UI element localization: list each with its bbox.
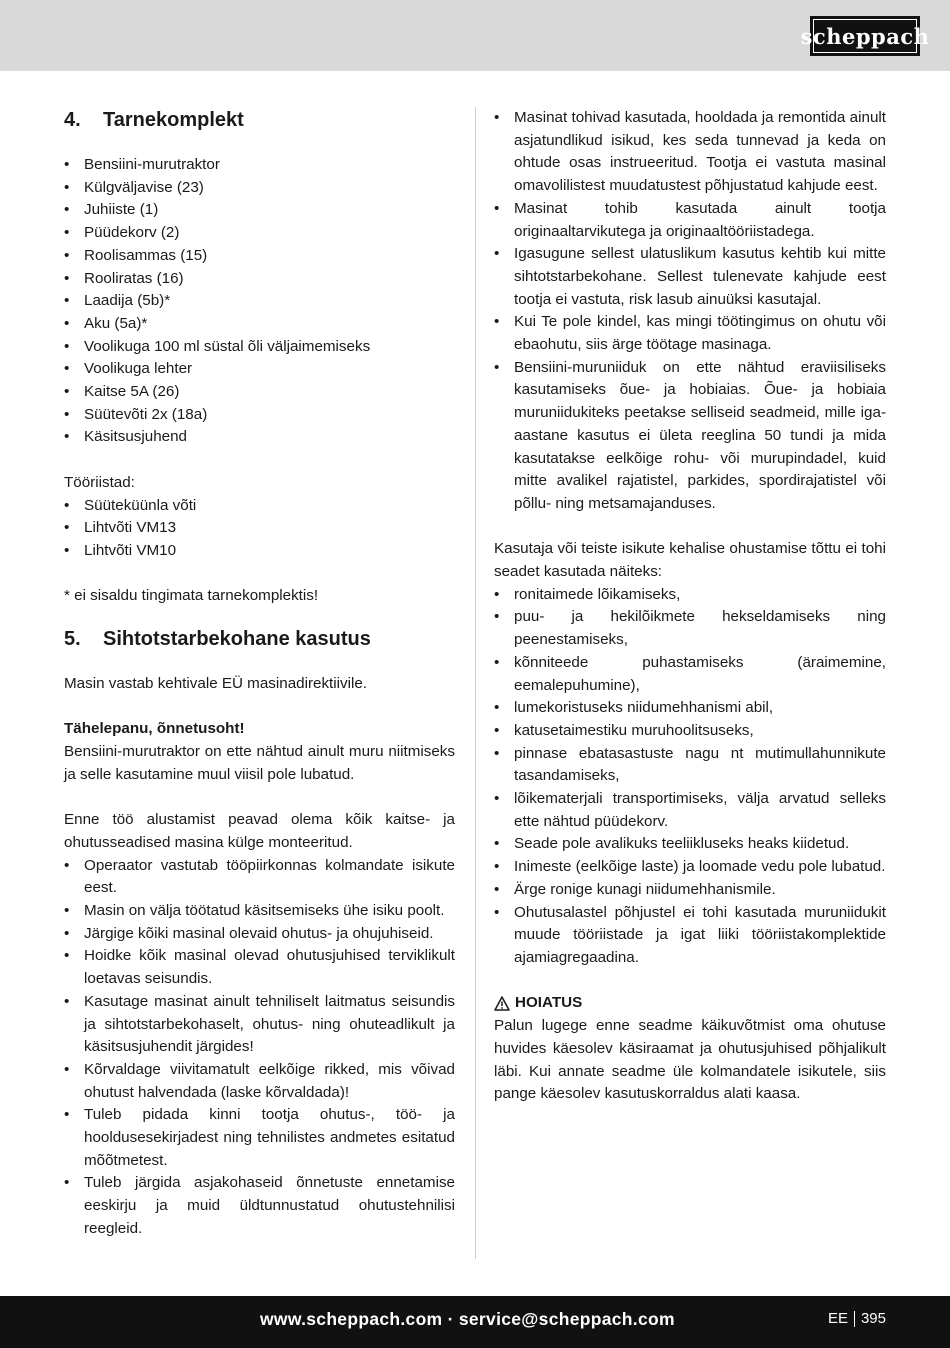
rule-item: • Operaator vastutab tööpiirkonnas kolmandate isikute eest. [64,855,455,900]
column-divider [475,107,476,1259]
rule-item: • Tuleb pidada kinni tootja ohutus-, töö- ja hooldusesekirjadest ning tehnilistes andmetes esitatud mõõtmetest. [64,1104,455,1172]
left-rules-list [64,855,455,1241]
rule-item: • Igasugune sellest ulatuslikum kasutus kehtib kui mitte sihtotstarbekohane. Sellest tulenevate kahjude eest tootja ei vastuta, risk lasub ainuüksi kasutajal. [494,243,886,311]
delivery-item: • Juhiiste (1) [64,199,455,222]
delivery-item: • Laadija (5b)* [64,290,455,313]
brand-logo [800,16,930,56]
delivery-item: • Roolisammas (15) [64,245,455,268]
prohibited-use-item: • Ärge ronige kunagi niidumehhanismile. [494,879,886,902]
footer-contact: www.scheppach.com · service@scheppach.com [260,1309,675,1329]
rule-item: • Kui Te pole kindel, kas mingi töötingimus on ohutu või ebaohutu, siis ärge töötage masinaga. [494,311,886,356]
rule-item: • Tuleb järgida asjakohaseid õnnetuste ennetamise eeskirju ja muid üldtunnustatud ohutustehnilisi reegleid. [64,1172,455,1240]
before-work-text: Enne töö alustamist peavad olema kõik kaitse- ja ohutusseadised masina külge monteeritud. [64,811,455,851]
rule-item: • Järgige kõiki masinal olevaid ohutus- ja ohujuhiseid. [64,923,455,946]
delivery-list [64,154,455,449]
rule-item: • Kasutage masinat ainult tehniliselt laitmatus seisundis ja sihtotstarbekohaselt, ohutus- ning ohuteadlikult ja käsitsusjuhendit järgides! [64,991,455,1059]
delivery-item: • Külgväljavise (23) [64,177,455,200]
section-5-heading [64,626,455,652]
danger-list [494,584,886,970]
rule-item: • Kõrvaldage viivitamatult eelkõige rikked, mis võivad ohutust halvendada (laske kõrvaldada)! [64,1059,455,1104]
section-4-heading [64,107,455,133]
language-code: EE [827,1310,848,1327]
tool-item: • Lihtvõti VM13 [64,517,455,540]
page-number: 395 [860,1310,886,1327]
delivery-item: • Süütevõti 2x (18a) [64,404,455,427]
tool-item: • Lihtvõti VM10 [64,540,455,563]
logo-text: scheppach [800,23,930,49]
prohibited-use-item: • lõikematerjali transportimiseks, välja arvatud selleks ette nähtud püüdekorv. [494,788,886,833]
rule-item: • Bensiini-muruniiduk on ette nähtud eraviisiliseks kasutamiseks õue- ja hobiaias. Õue- ja hobiaia muruniidukiteks peetakse selliseid seadmeid, mille iga-aastane kasutus ei ületa reeglina 50 tundi ja mida kasutatakse eelkõige rohu- või murupindadel, kuid mitte avalikel rajatistel, parkides, spordirajatistel või põllu- ning metsamajanduses. [494,357,886,516]
prohibited-use-item: • Seade pole avalikuks teeliikluseks heaks kiidetud. [494,833,886,856]
attention-title: Tähelepanu, õnnetusoht! [64,720,245,738]
tools-list [64,495,455,563]
rule-item: • Hoidke kõik masinal olevad ohutusjuhised terviklikult loetavas seisundis. [64,945,455,990]
tool-item: • Süüteküünla võti [64,495,455,518]
rule-item: • Masinat tohivad kasutada, hooldada ja remontida ainult asjatundlikud isikud, kes seda tunnevad ja keda on ohtude osas instrueeritud. Tootja ei vastuta masinal omavolilistest muudatustest põhjustatud kahjude eest. [494,107,886,198]
prohibited-use-item: • kõnniteede puhastamiseks (äraimemine, eemalepuhumine), [494,652,886,697]
page-separator [854,1311,855,1327]
delivery-item: • Püüdekorv (2) [64,222,455,245]
section-4-number: 4. [64,109,81,131]
delivery-item: • Voolikuga 100 ml süstal õli väljaimemiseks [64,336,455,359]
left-column [64,107,455,1241]
delivery-item: • Kaitse 5A (26) [64,381,455,404]
section-4-title: Tarnekomplekt [103,109,244,131]
danger-intro: Kasutaja või teiste isikute kehalise ohustamise tõttu ei tohi seadet kasutada näiteks: [494,540,886,581]
tools-label: Tööriistad: [64,473,135,491]
prohibited-use-item: • katusetaimestiku muruhoolitsuseks, [494,720,886,743]
warning-triangle-icon [494,996,510,1011]
rule-item: • Masin on välja töötatud käsitsemiseks ühe isiku poolt. [64,900,455,923]
delivery-item: • Käsitsusjuhend [64,426,455,449]
right-column [494,107,886,1106]
warning-heading [494,992,886,1015]
right-rules-list [494,107,886,516]
delivery-item: • Aku (5a)* [64,313,455,336]
prohibited-use-item: • ronitaimede lõikamiseks, [494,584,886,607]
section-5-number: 5. [64,628,81,651]
section-5-title: Sihtotstarbekohane kasutus [103,628,371,651]
delivery-item: • Voolikuga lehter [64,358,455,381]
page-indicator [828,1310,886,1327]
delivery-item: • Rooliratas (16) [64,268,455,291]
warning-text: Palun lugege enne seadme käikuvõtmist oma ohutuse huvides käesolev käsiraamat ja ohutusjuhised põhjalikult läbi. Kui annate seadme üle kolmandatele isikutele, siis pange käesolev kasutuskorraldus alati kaasa. [494,1017,886,1103]
attention-text: Bensiini-murutraktor on ette nähtud ainult muru niitmiseks ja selle kasutamine muul viisil pole lubatud. [64,743,455,783]
directive-text: Masin vastab kehtivale EÜ masinadirektiivile. [64,675,368,693]
footer-bar [0,1296,950,1348]
prohibited-use-item: • pinnase ebatasastuste nagu nt mutimullahunnikute tasandamiseks, [494,743,886,788]
rule-item: • Masinat tohib kasutada ainult tootja originaaltarvikutega ja originaaltööriistadega. [494,198,886,243]
prohibited-use-item: • Inimeste (eelkõige laste) ja loomade vedu pole lubatud. [494,856,886,879]
prohibited-use-item: • puu- ja hekilõikmete hekseldamiseks ning peenestamiseks, [494,606,886,651]
prohibited-use-item: • Ohutusalastel põhjustel ei tohi kasutada muruniidukit muude tööriistade ja igat liiki tööriistakomplektide ajamiagregaadina. [494,902,886,970]
prohibited-use-item: • lumekoristuseks niidumehhanismi abil, [494,697,886,720]
footnote: * ei sisaldu tingimata tarnekomplektis! [64,587,319,605]
warning-title: HOIATUS [515,994,583,1012]
delivery-item: • Bensiini-murutraktor [64,154,455,177]
